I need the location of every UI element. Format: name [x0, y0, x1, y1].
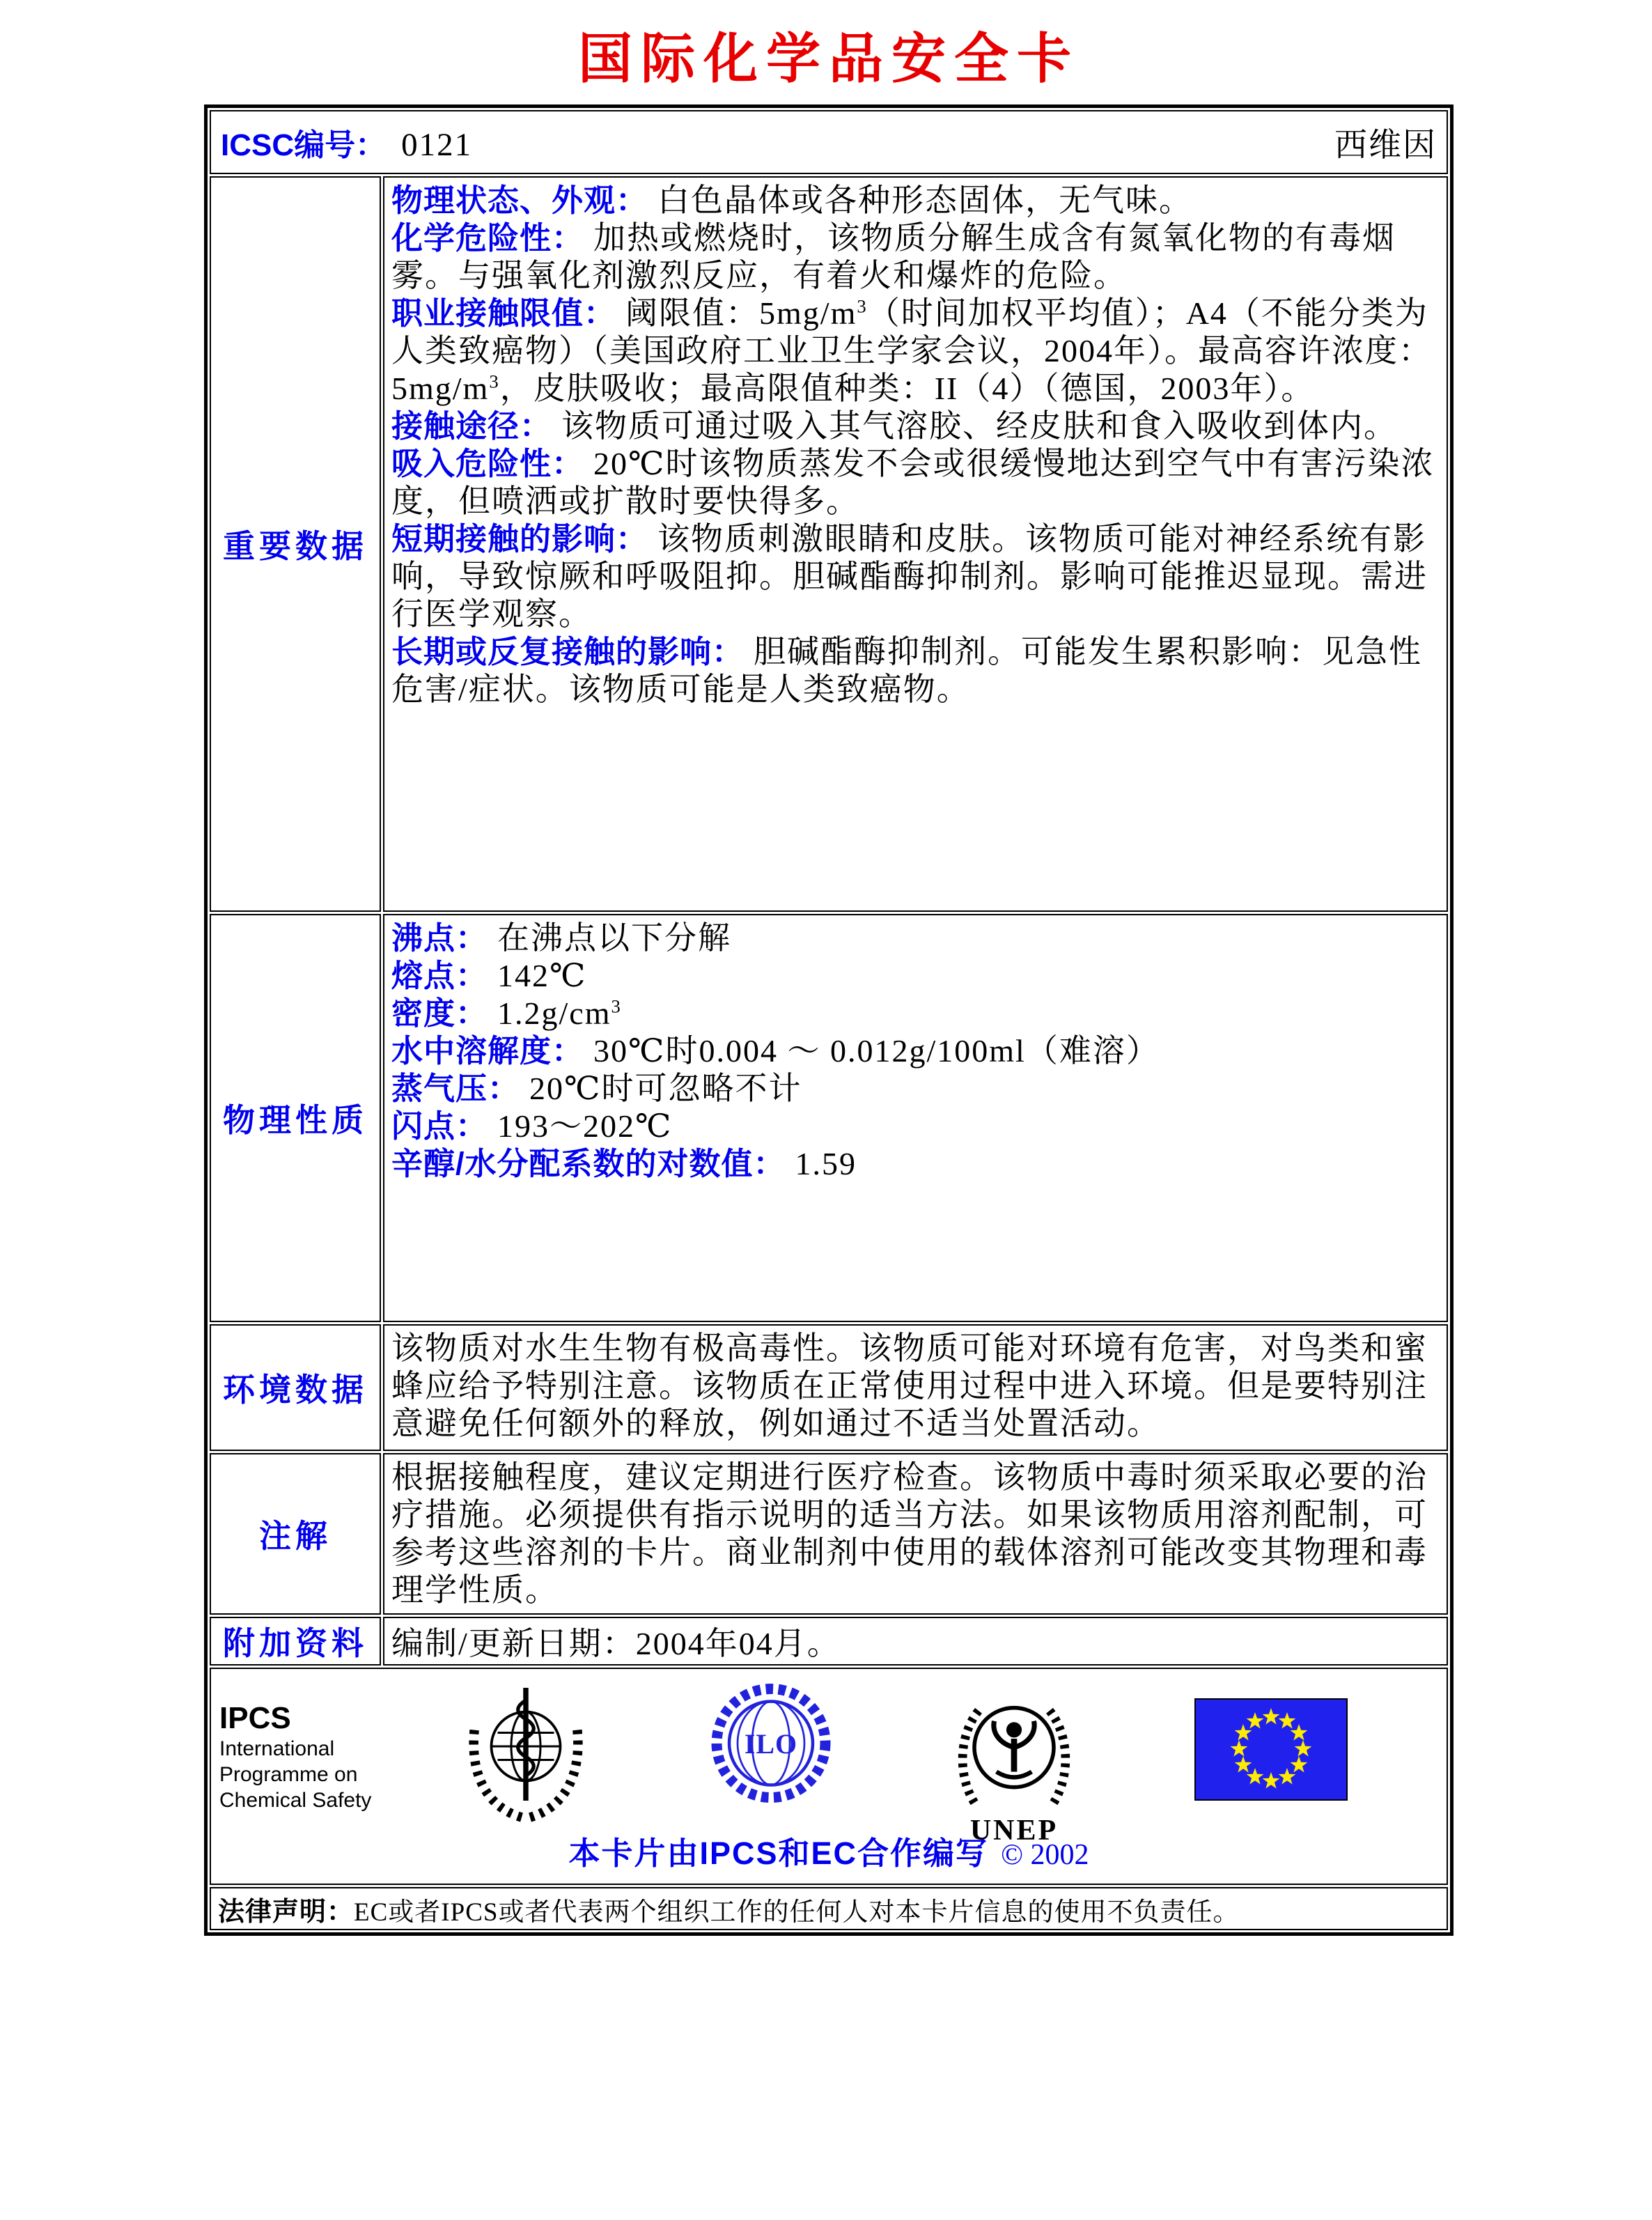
ipcs-title: IPCS [219, 1701, 291, 1735]
section-label-important-data: 重要数据 [210, 176, 381, 912]
item-vapor-pressure: 蒸气压： 20℃时可忽略不计 [391, 1071, 802, 1106]
chemical-name: 西维因 [1334, 127, 1437, 164]
ilo-icon [708, 1677, 834, 1836]
footer-caption [211, 1828, 1447, 1873]
item-density: 密度： $1.2g/cm^3$ [391, 995, 622, 1031]
card-table [204, 104, 1454, 1936]
important-data-content [383, 176, 1448, 912]
environmental-data-content: 该物质对水生生物有极高毒性。该物质可能对环境有危害，对鸟类和蜜蜂应给予特别注意。该物质在正常使用过程中进入环境。但是要特别注意避免任何额外的释放，例如通过不适当处置活动。 [383, 1324, 1448, 1451]
legal-notice-text: EC或者IPCS或者代表两个组织工作的任何人对本卡片信息的使用不负责任。 [354, 1897, 1240, 1927]
ipcs-subtitle-line2: Programme on [219, 1763, 358, 1786]
additional-info-row [210, 1617, 1448, 1666]
ipcs-subtitle-line1: International [219, 1737, 335, 1760]
logos-row [210, 1668, 1448, 1885]
item-exposure-routes: 接触途径： 该物质可通过吸入其气溶胶、经皮肤和食入吸收到体内。 [391, 408, 1398, 444]
item-boiling-point: 沸点： 在沸点以下分解 [391, 920, 732, 956]
ilo-letters: ILO [744, 1728, 798, 1760]
item-flash-point: 闪点： 193～202℃ [391, 1108, 673, 1144]
icsc-number-group [221, 120, 472, 164]
caption-text: 本卡片由IPCS和EC合作编写 [568, 1835, 989, 1871]
unep-icon [948, 1686, 1080, 1847]
icsc-number-value: 0121 [401, 127, 473, 163]
important-data-row [210, 176, 1448, 912]
eu-flag-icon [1194, 1698, 1348, 1801]
page-title: 国际化学品安全卡 [577, 28, 1080, 89]
unep-letters: UNEP [969, 1815, 1059, 1847]
item-inhalation-risk: 吸入危险性： 20℃时该物质蒸发不会或很缓慢地达到空气中有害污染浓度，但喷洒或扩散时要快得多。 [391, 446, 1435, 519]
who-icon [463, 1677, 589, 1836]
item-octanol-water: 辛醇/水分配系数的对数值： 1.59 [391, 1146, 857, 1181]
physical-properties-content [383, 914, 1448, 1322]
item-water-solubility: 水中溶解度： 30℃时0.004 ～ 0.012g/100ml（难溶） [391, 1033, 1160, 1069]
item-chemical-danger: 化学危险性： 加热或燃烧时，该物质分解生成含有氮氧化物的有毒烟雾。与强氧化剂激烈反应，有着火和爆炸的危险。 [391, 220, 1396, 293]
item-short-term-effects: 短期接触的影响： 该物质刺激眼睛和皮肤。该物质可能对神经系统有影响，导致惊厥和呼吸阻抑。胆碱酯酶抑制剂。影响可能推迟显现。需进行医学观察。 [391, 521, 1428, 632]
ipcs-subtitle-line3: Chemical Safety [219, 1789, 372, 1812]
section-label-physical-properties: 物理性质 [210, 914, 381, 1322]
legal-notice-label: 法律声明： [218, 1897, 354, 1927]
header-row [210, 110, 1448, 174]
physical-properties-row [210, 914, 1448, 1322]
item-occupational-limits: 职业接触限值： 阈限值：$5mg/m^3$（时间加权平均值）；A4（不能分类为人类致癌物）（美国政府工业卫生学家会议，2004年）。最高容许浓度：$5mg/m^3$，皮肤吸收；最高限值种类：II（4）（德国，2003年）。 [391, 295, 1432, 406]
notes-content: 根据接触程度，建议定期进行医疗检查。该物质中毒时须采取必要的治疗措施。必须提供有指示说明的适当方法。如果该物质用溶剂配制，可参考这些溶剂的卡片。商业制剂中使用的载体溶剂可能改变其物理和毒理学性质。 [383, 1453, 1448, 1615]
section-label-notes: 注解 [210, 1453, 381, 1615]
environmental-data-row [210, 1324, 1448, 1451]
legal-row [210, 1887, 1448, 1930]
notes-row [210, 1453, 1448, 1615]
logos-cell [210, 1668, 1448, 1885]
legal-cell [210, 1887, 1448, 1930]
item-long-term-effects: 长期或反复接触的影响： 胆碱酯酶抑制剂。可能发生累积影响：见急性危害/症状。该物质可能是人类致癌物。 [391, 634, 1423, 707]
additional-info-content: 编制/更新日期：2004年04月。 [383, 1617, 1448, 1666]
icsc-number-label: ICSC编号： [221, 128, 387, 162]
item-melting-point: 熔点： 142℃ [391, 958, 587, 993]
section-label-environmental-data: 环境数据 [210, 1324, 381, 1451]
ipcs-text-block [219, 1701, 371, 1813]
item-physical-state: 物理状态、外观： 白色晶体或各种形态固体，无气味。 [391, 183, 1193, 218]
section-label-additional-info: 附加资料 [210, 1617, 381, 1666]
copyright-text: © 2002 [1001, 1839, 1089, 1871]
